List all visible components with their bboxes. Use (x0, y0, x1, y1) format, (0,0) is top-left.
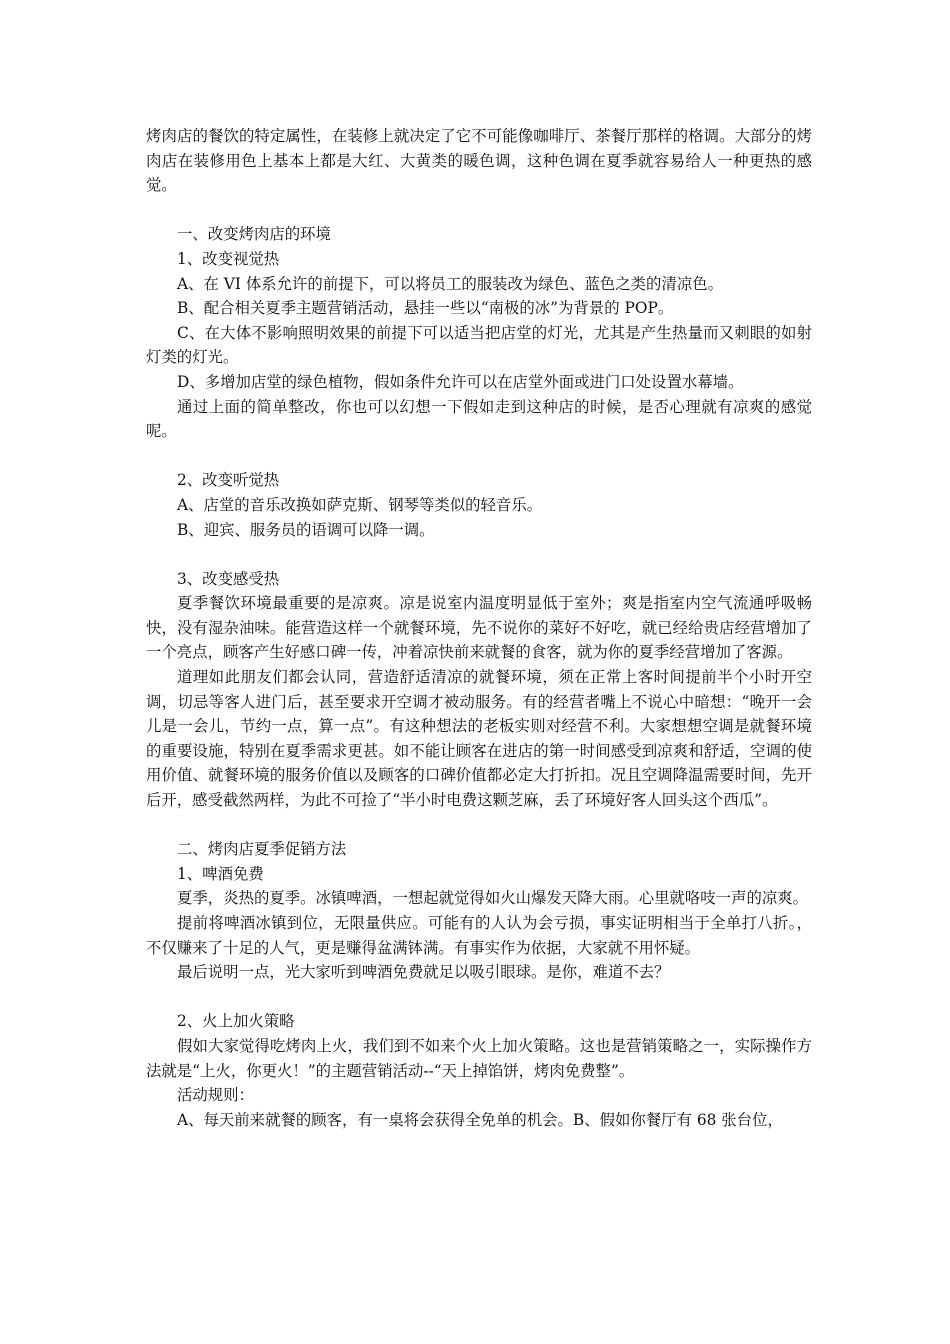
body-paragraph: 活动规则： (177, 1086, 254, 1105)
section2-sub2-heading: 2、火上加火策略 (177, 1012, 295, 1031)
body-paragraph: 假如大家觉得吃烤肉上火，我们到不如来个火上加火策略。这也是营销策略之一，实际操作方法就是“上火，你更火！”的主题营销活动--“天上掉馅饼，烤肉免费整”。 (146, 1036, 812, 1080)
spacer (146, 198, 812, 223)
body-paragraph: 最后说明一点，光大家听到啤酒免费就足以吸引眼球。是你，难道不去？ (177, 963, 670, 982)
list-item: C、在大体不影响照明效果的前提下可以适当把店堂的灯光，尤其是产生热量而又刺眼的如射灯类的灯光。 (146, 323, 812, 367)
document-page (146, 124, 812, 1132)
body-paragraph: A、每天前来就餐的顾客，有一桌将会获得全免单的机会。B、假如你餐厅有 68 张台位， (177, 1110, 783, 1129)
list-item: A、在 VI 体系允许的前提下，可以将员工的服装改为绿色、蓝色之类的清凉色。 (177, 274, 723, 293)
spacer (146, 444, 812, 469)
body-paragraph: 夏季餐饮环境最重要的是凉爽。凉是说室内温度明显低于室外；爽是指室内空气流通呼吸畅快，没有湿杂油味。能营造这样一个就餐环境，先不说你的菜好不好吃，就已经给贵店经营增加了一个亮点，顾客产生好感口碑一传，冲着凉快前来就餐的食客，就为你的夏季经营增加了客源。 (146, 594, 812, 662)
list-item: B、配合相关夏季主题营销活动，悬挂一些以“南极的冰”为背景的 POP。 (177, 299, 674, 318)
list-item: B、迎宾、服务员的语调可以降一调。 (177, 520, 435, 539)
body-paragraph: 提前将啤酒冰镇到位，无限量供应。可能有的人认为会亏损，事实证明相当于全单打八折。，不仅赚来了十足的人气，更是赚得盆满钵满。有事实作为依据，大家就不用怀疑。 (146, 914, 812, 957)
section1-sub3-heading: 3、改变感受热 (177, 569, 280, 588)
section2-sub1-heading: 1、啤酒免费 (177, 864, 264, 883)
list-item: D、多增加店堂的绿色植物，假如条件允许可以在店堂外面或进门口处设置水幕墙。 (177, 372, 744, 391)
section1-sub1-summary: 通过上面的简单整改，你也可以幻想一下假如走到这种店的时候，是否心理就有凉爽的感觉呢。 (146, 397, 812, 441)
section1-heading: 一、改变烤肉店的环境 (177, 225, 331, 244)
body-paragraph: 道理如此朋友们都会认同，营造舒适清凉的就餐环境，须在正常上客时间提前半个小时开空调，切忌等客人进门后，甚至要求开空调才被动服务。有的经营者嘴上不说心中暗想：“晚开一会儿是一会儿，节约一点，算一点”。有这种想法的老板实则对经营不利。大家想想空调是就餐环境的重要设施，特别在夏季需求更甚。如不能让顾客在进店的第一时间感受到凉爽和舒适，空调的使用价值、就餐环境的服务价值以及顾客的口碑价值都必定大打折扣。况且空调降温需要时间，先开后开，感受截然两样，为此不可捡了“半小时电费这颗芝麻，丢了环境好客人回头这个西瓜”。 (146, 668, 812, 810)
intro-paragraph: 烤肉店的餐饮的特定属性，在装修上就决定了它不可能像咖啡厅、茶餐厅那样的格调。大部分的烤肉店在装修用色上基本上都是大红、大黄类的暖色调，这种色调在夏季就容易给人一种更热的感觉。 (146, 127, 812, 195)
section2-heading: 二、烤肉店夏季促销方法 (177, 840, 347, 859)
spacer (146, 985, 812, 1010)
list-item: A、店堂的音乐改换如萨克斯、钢琴等类似的轻音乐。 (177, 495, 543, 514)
spacer (146, 542, 812, 567)
spacer (146, 813, 812, 838)
section1-sub1-heading: 1、改变视觉热 (177, 249, 280, 268)
body-paragraph: 夏季，炎热的夏季。冰镇啤酒，一想起就觉得如火山爆发天降大雨。心里就咯吱一声的凉爽。 (177, 889, 809, 908)
section1-sub2-heading: 2、改变听觉热 (177, 471, 280, 490)
